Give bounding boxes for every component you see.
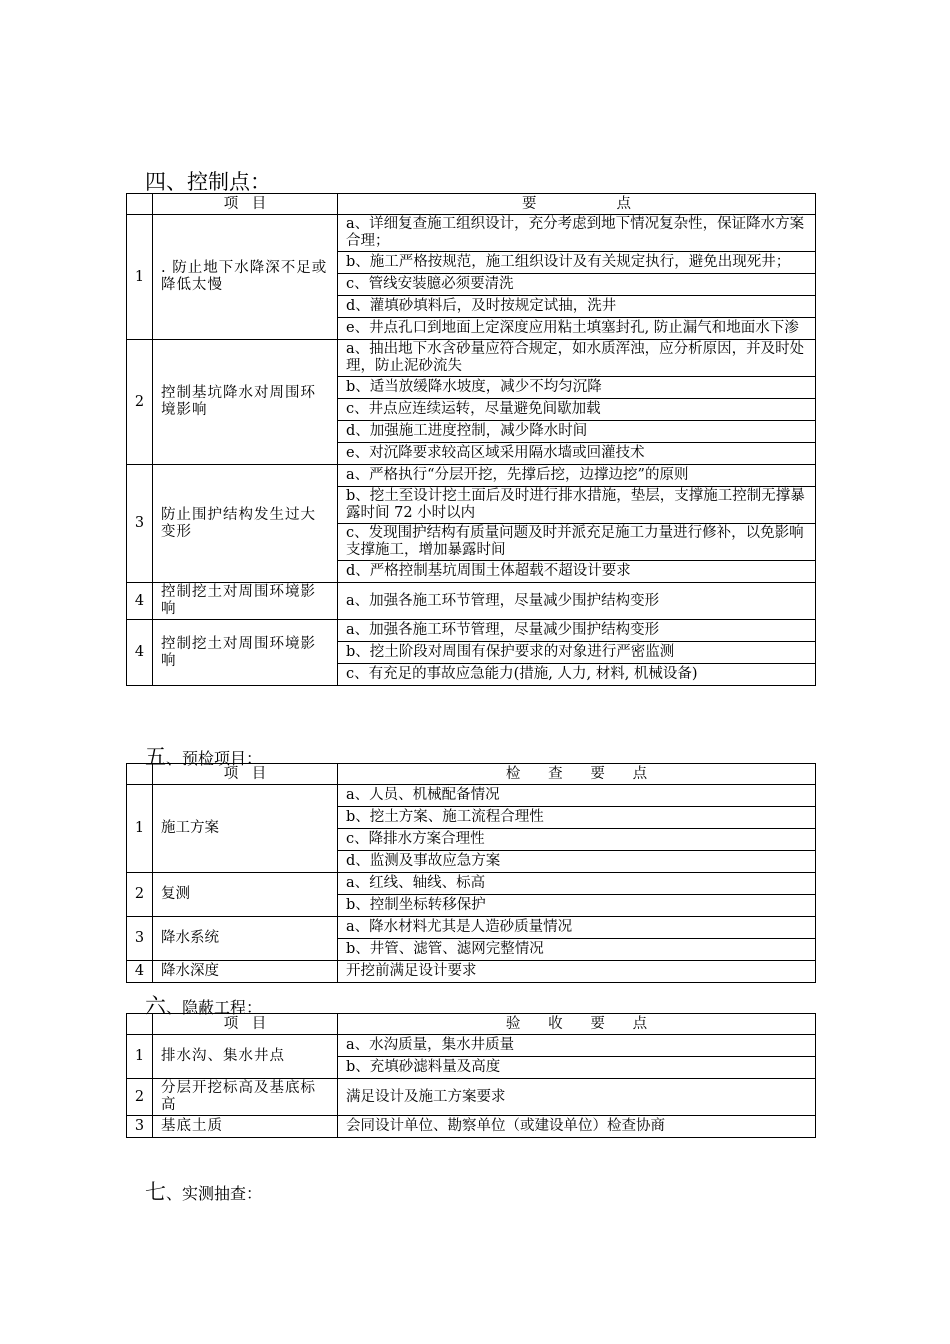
header-point-char: 点 [616,195,631,212]
row-number: 1 [127,785,153,873]
row-point: a、加强各施工环节管理，尽量减少围护结构变形 [338,620,816,642]
row-point: c、有充足的事故应急能力(措施, 人力, 材料, 机械设备) [338,664,816,686]
row-number: 2 [127,873,153,917]
row-item: 基底土质 [153,1116,338,1138]
row-point: a、红线、轴线、标高 [338,873,816,895]
row-item: 防止围护结构发生过大变形 [153,465,338,583]
row-number: 2 [127,1079,153,1116]
row-number: 3 [127,917,153,961]
row-item: 控制挖土对周围环境影响 [153,620,338,686]
header-points-label [342,196,811,213]
section-7-heading: 七、实测抽查： [145,1180,263,1204]
row-number: 4 [127,620,153,686]
row-item: 排水沟、集水井点 [153,1035,338,1079]
table-row [127,873,816,895]
table-row [127,583,816,620]
row-point: 开挖前满足设计要求 [338,961,816,983]
row-item: 控制挖土对周围环境影响 [153,583,338,620]
header-item-char: 项 [223,1015,239,1032]
row-point: b、挖土至设计挖土面后及时进行排水措施，垫层，支撑施工控制无撑暴露时间 72 小时以内 [338,487,816,524]
header-no-cell [127,764,153,785]
header-item-label [157,766,333,783]
header-item-char: 目 [251,195,267,212]
header-points-cell [338,194,816,215]
header-point-char: 检 [505,765,521,782]
pre-inspection-table [126,763,816,983]
header-item-cell [153,194,338,215]
header-point-char: 收 [548,1015,563,1032]
row-point: a、人员、机械配备情况 [338,785,816,807]
row-point: e、井点孔口到地面上定深度应用粘土填塞封孔, 防止漏气和地面水下渗 [338,318,816,340]
row-point: b、施工严格按规范，施工组织设计及有关规定执行，避免出现死井； [338,252,816,274]
header-item-char: 项 [223,765,239,782]
row-number: 2 [127,340,153,465]
row-point: b、充填砂滤料量及高度 [338,1057,816,1079]
row-point: d、灌填砂填料后，及时按规定试抽，洗井 [338,296,816,318]
header-points-cell [338,1014,816,1035]
row-point: a、降水材料尤其是人造砂质量情况 [338,917,816,939]
row-number: 3 [127,1116,153,1138]
row-point: c、井点应连续运转，尽量避免间歇加载 [338,399,816,421]
row-point: a、严格执行“分层开挖，先撑后挖，边撑边挖”的原则 [338,465,816,487]
header-point-char: 要 [590,765,605,782]
table-row [127,340,816,377]
header-point-char: 点 [632,765,648,782]
table-row [127,917,816,939]
table-header-row [127,1014,816,1035]
table-header-row [127,194,816,215]
row-point: a、详细复查施工组织设计，充分考虑到地下情况复杂性，保证降水方案合理； [338,215,816,252]
row-item: 控制基坑降水对周围环境影响 [153,340,338,465]
row-point: c、管线安装臆必须要清洗 [338,274,816,296]
table-row [127,961,816,983]
table-header-row [127,764,816,785]
row-point: 会同设计单位、勘察单位（或建设单位）检查协商 [338,1116,816,1138]
row-point: e、对沉降要求较高区域采用隔水墙或回灌技术 [338,443,816,465]
row-number: 3 [127,465,153,583]
row-item: 分层开挖标高及基底标高 [153,1079,338,1116]
header-point-char: 查 [548,765,563,782]
table-row [127,1079,816,1116]
row-point: c、发现围护结构有质量问题及时并派充足施工力量进行修补，以免影响支撑施工，增加暴露时间 [338,524,816,561]
header-points-label [342,1016,811,1033]
row-point: a、加强各施工环节管理，尽量减少围护结构变形 [338,583,816,620]
row-item: 施工方案 [153,785,338,873]
header-point-char: 验 [505,1015,521,1032]
row-item: 降水系统 [153,917,338,961]
row-number: 4 [127,961,153,983]
table-row [127,215,816,252]
section-5-heading: 五、预检项目： [145,745,263,769]
row-point: b、井管、滤管、滤网完整情况 [338,939,816,961]
table-row [127,1035,816,1057]
table-row [127,785,816,807]
row-item: . 防止地下水降深不足或降低太慢 [153,215,338,340]
row-point: b、适当放缓降水坡度，减少不均匀沉降 [338,377,816,399]
row-point: b、挖土方案、施工流程合理性 [338,807,816,829]
row-number: 4 [127,583,153,620]
header-item-char: 项 [223,195,239,212]
control-points-table [126,193,816,686]
header-item-char: 目 [251,1015,267,1032]
header-points-label [342,766,811,783]
header-item-label [157,1016,333,1033]
header-item-cell [153,764,338,785]
table-row [127,620,816,642]
row-point: d、监测及事故应急方案 [338,851,816,873]
row-point: b、控制坐标转移保护 [338,895,816,917]
row-item: 降水深度 [153,961,338,983]
header-points-cell [338,764,816,785]
table-row [127,1116,816,1138]
header-item-cell [153,1014,338,1035]
row-point: b、挖土阶段对周围有保护要求的对象进行严密监测 [338,642,816,664]
table-row [127,465,816,487]
section-4-heading: 四、控制点： [145,170,271,194]
row-point: c、降排水方案合理性 [338,829,816,851]
concealed-works-table [126,1013,816,1138]
section-6-heading: 六、隐蔽工程： [145,994,263,1018]
row-point: 满足设计及施工方案要求 [338,1079,816,1116]
row-number: 1 [127,1035,153,1079]
header-item-char: 目 [251,765,267,782]
row-point: a、抽出地下水含砂量应符合规定，如水质浑浊，应分析原因，并及时处理，防止泥砂流失 [338,340,816,377]
row-point: d、严格控制基坑周围土体超载不超设计要求 [338,561,816,583]
header-no-cell [127,1014,153,1035]
header-point-char: 要 [590,1015,605,1032]
header-item-label [157,196,333,213]
header-point-char: 点 [632,1015,648,1032]
header-point-char: 要 [522,195,537,212]
row-number: 1 [127,215,153,340]
row-point: d、加强施工进度控制，减少降水时间 [338,421,816,443]
row-point: a、水沟质量，集水井质量 [338,1035,816,1057]
row-item: 复测 [153,873,338,917]
header-no-cell [127,194,153,215]
